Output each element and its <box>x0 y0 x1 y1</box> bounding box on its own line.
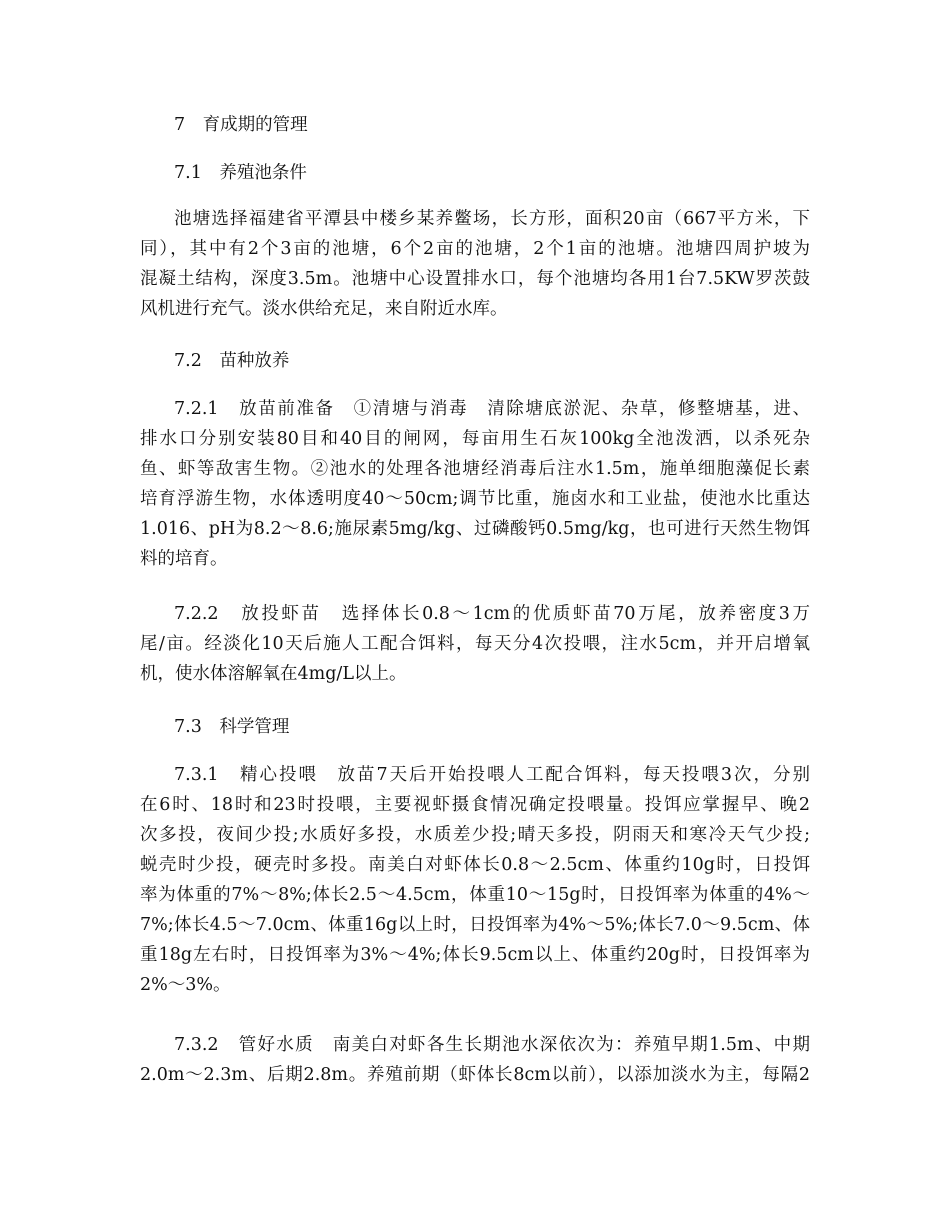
paragraph-line: 7.2.1 放苗前准备 ①清塘与消毒 清除塘底淤泥、杂草，修整塘基，进、 <box>174 399 810 419</box>
paragraph-line: 2.0m～2.3m、后期2.8m。养殖前期（虾体长8cm以前），以添加淡水为主，每隔2 <box>140 1065 810 1085</box>
paragraph-7-2-2 <box>140 599 810 689</box>
paragraph-line: 机，使水体溶解氧在4mg/L以上。 <box>140 664 407 684</box>
paragraph-line: 7.2.2 放投虾苗 选择体长0.8～1cm的优质虾苗70万尾，放养密度3万 <box>174 604 810 624</box>
paragraph-line: 率为体重的7%～8%;体长2.5～4.5cm，体重10～15g时，日投饵率为体重的4%～ <box>140 885 810 905</box>
paragraph-line: 重18g左右时，日投饵率为3%～4%;体长9.5cm以上、体重约20g时，日投饵率为 <box>140 945 810 965</box>
paragraph-line: 2%～3%。 <box>140 975 231 995</box>
heading-text: 7.2 苗种放养 <box>174 351 290 371</box>
section-heading-7-1 <box>140 158 810 188</box>
paragraph-line: 蜕壳时少投，硬壳时多投。南美白对虾体长0.8～2.5cm、体重约10g时，日投饵 <box>140 855 810 875</box>
section-heading-7-2 <box>140 346 810 376</box>
paragraph-line: 同），其中有2个3亩的池塘，6个2亩的池塘，2个1亩的池塘。池塘四周护坡为 <box>140 239 810 259</box>
paragraph-line: 池塘选择福建省平潭县中楼乡某养鳖场，长方形，面积20亩（667平方米，下 <box>174 209 810 229</box>
paragraph-7-1 <box>140 204 810 324</box>
paragraph-line: 在6时、18时和23时投喂，主要视虾摄食情况确定投喂量。投饵应掌握早、晚2 <box>140 795 810 815</box>
paragraph-7-2-1 <box>140 394 810 574</box>
paragraph-line: 尾/亩。经淡化10天后施人工配合饵料，每天分4次投喂，注水5cm，并开启增氧 <box>140 634 810 654</box>
paragraph-7-3-1 <box>140 760 810 1000</box>
paragraph-line: 料的培育。 <box>140 549 228 569</box>
paragraph-line: 1.016、pH为8.2～8.6;施尿素5mg/kg、过磷酸钙0.5mg/kg，也可进行天然生物饵 <box>140 519 810 539</box>
paragraph-line: 混凝土结构，深度3.5m。池塘中心设置排水口，每个池塘均各用1台7.5KW罗茨鼓 <box>140 269 810 289</box>
section-heading-7 <box>140 110 810 140</box>
heading-text: 7.1 养殖池条件 <box>174 163 307 183</box>
paragraph-7-3-2 <box>140 1030 810 1090</box>
paragraph-line: 排水口分别安装80目和40目的闸网，每亩用生石灰100kg全池泼洒，以杀死杂 <box>140 429 810 449</box>
paragraph-line: 培育浮游生物，水体透明度40～50cm;调节比重，施卤水和工业盐，使池水比重达 <box>140 489 810 509</box>
paragraph-line: 7%;体长4.5～7.0cm、体重16g以上时，日投饵率为4%～5%;体长7.0～9.5cm、体 <box>140 915 810 935</box>
heading-text: 7 育成期的管理 <box>174 115 308 135</box>
paragraph-line: 鱼、虾等敌害生物。②池水的处理各池塘经消毒后注水1.5m，施单细胞藻促长素 <box>140 459 810 479</box>
paragraph-line: 7.3.2 管好水质 南美白对虾各生长期池水深依次为：养殖早期1.5m、中期 <box>174 1035 810 1055</box>
paragraph-line: 次多投，夜间少投;水质好多投，水质差少投;晴天多投，阴雨天和寒冷天气少投; <box>140 825 810 845</box>
section-heading-7-3 <box>140 712 810 742</box>
paragraph-line: 7.3.1 精心投喂 放苗7天后开始投喂人工配合饵料，每天投喂3次，分别 <box>174 765 810 785</box>
paragraph-line: 风机进行充气。淡水供给充足，来自附近水库。 <box>140 299 508 319</box>
heading-text: 7.3 科学管理 <box>174 717 290 737</box>
